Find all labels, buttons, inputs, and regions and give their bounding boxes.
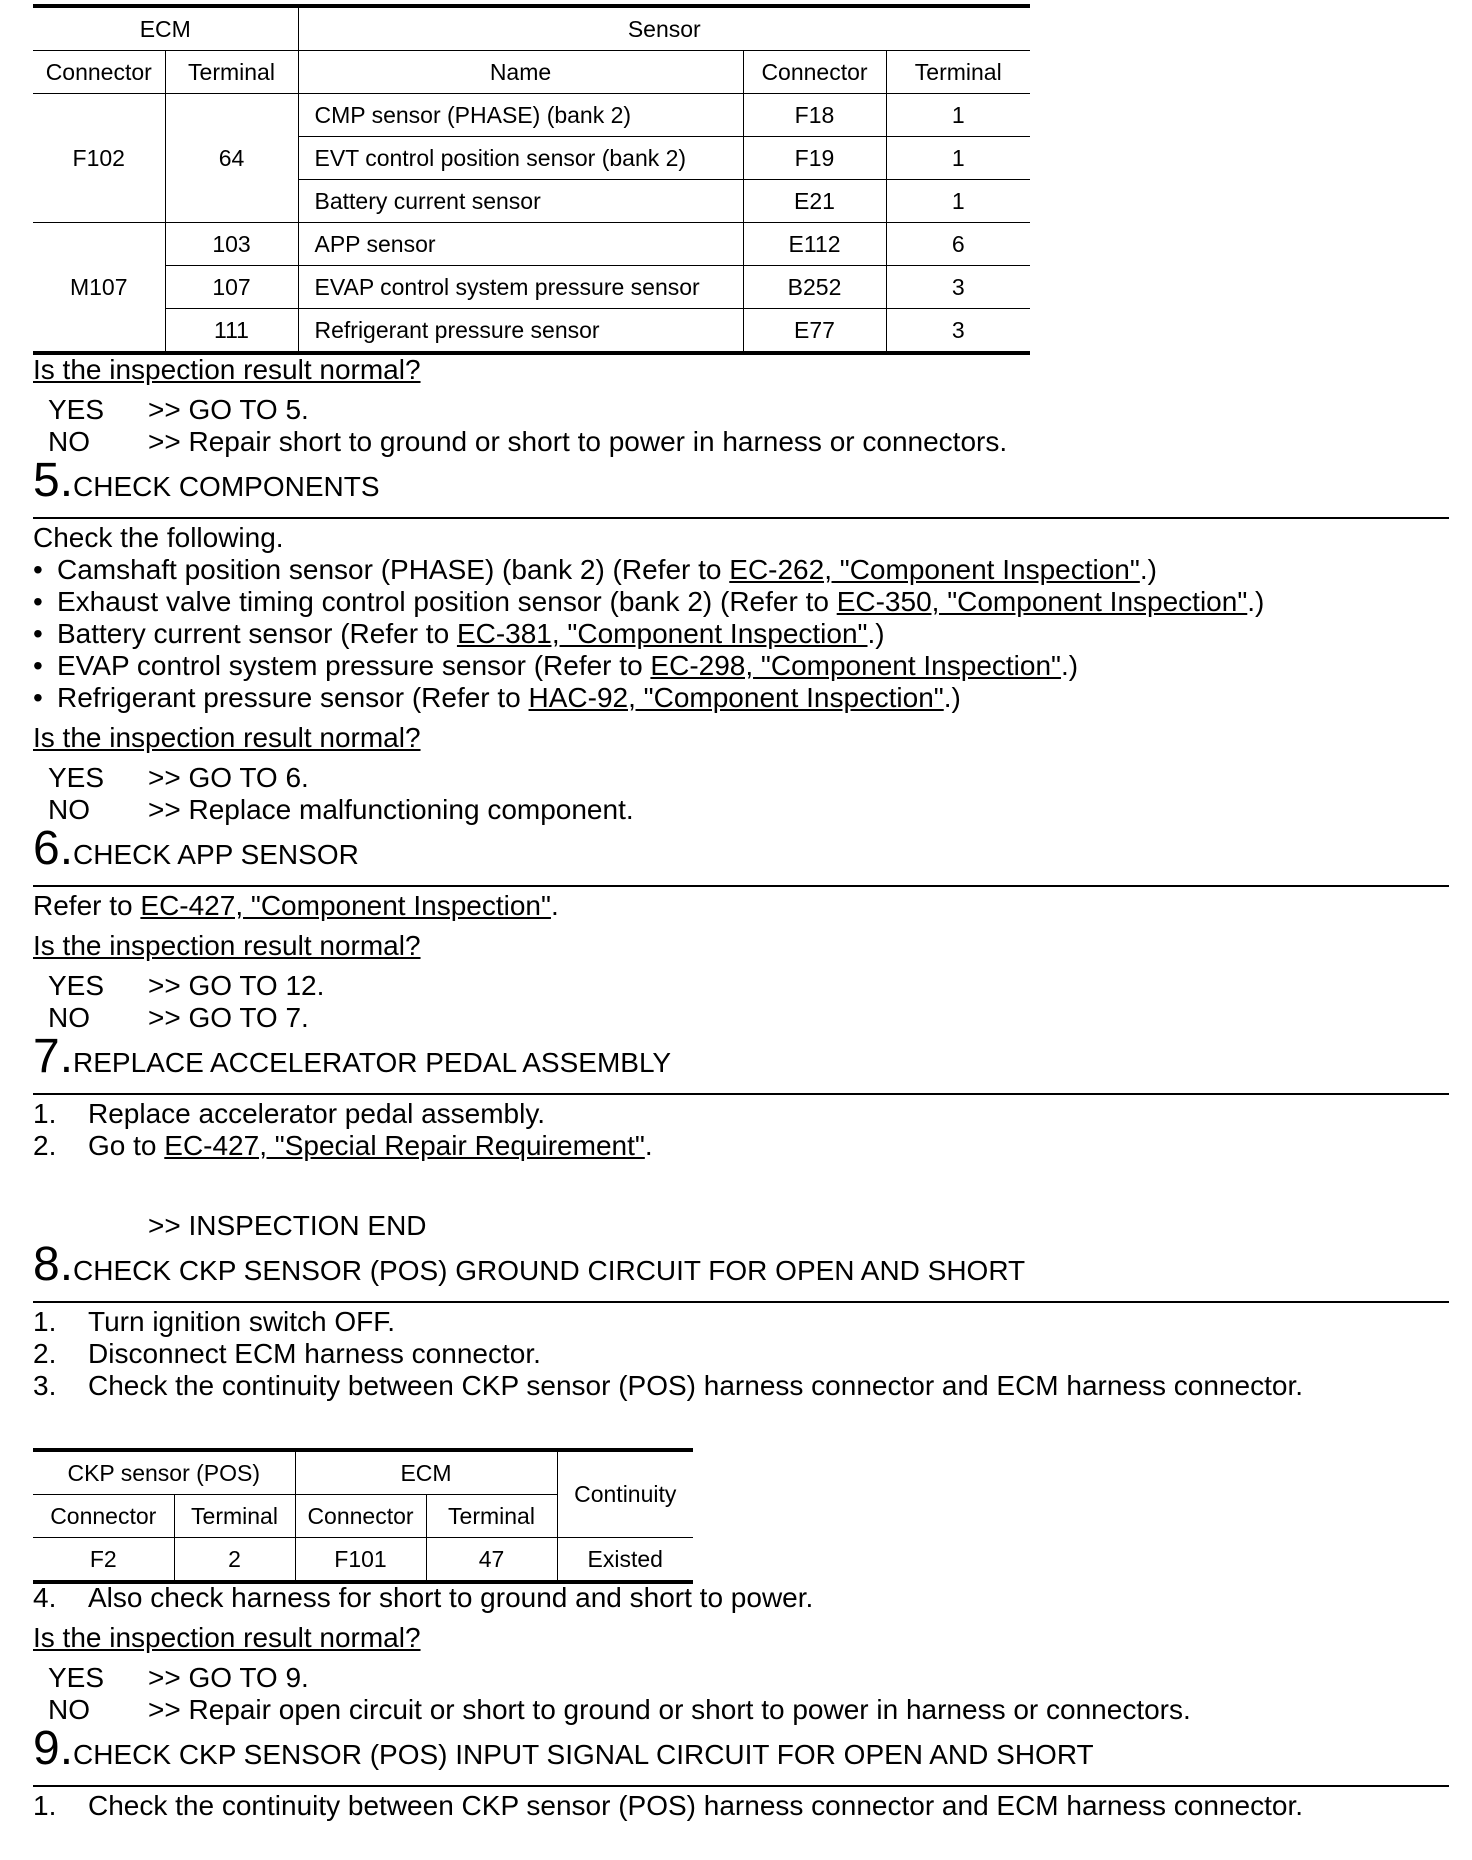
table-header-row xyxy=(33,6,1030,51)
list-item: 3. Check the continuity between CKP sensor (POS) harness connector and ECM harness connector. xyxy=(33,1370,1304,1401)
reference-link[interactable]: EC-381, "Component Inspection" xyxy=(456,618,868,649)
step-number: 8. xyxy=(33,1238,74,1291)
table-cell: F2 xyxy=(33,1538,174,1583)
ecm-connector-cell: F102 xyxy=(33,94,165,223)
table-cell: 47 xyxy=(426,1538,557,1583)
sensor-terminal-cell: 1 xyxy=(886,137,1030,180)
ecm-terminal-cell: 107 xyxy=(165,266,298,309)
ecm-terminal-cell: 103 xyxy=(165,223,298,266)
divider xyxy=(33,517,1449,519)
reference-link[interactable]: EC-350, "Component Inspection" xyxy=(836,586,1248,617)
sensor-name-cell: Battery current sensor xyxy=(298,180,743,223)
table-cell: F101 xyxy=(295,1538,426,1583)
step-5-heading xyxy=(33,454,380,516)
ecm-sensor-table xyxy=(33,4,1030,355)
list-item: 1. Check the continuity between CKP sensor (POS) harness connector and ECM harness connector. xyxy=(33,1790,1304,1821)
yes-text: >> GO TO 6. xyxy=(148,762,309,793)
divider xyxy=(33,1785,1449,1787)
sensor-terminal-cell: 1 xyxy=(886,180,1030,223)
divider xyxy=(33,885,1449,887)
step-title: REPLACE ACCELERATOR PEDAL ASSEMBLY xyxy=(73,1047,672,1078)
sensor-name-cell: Refrigerant pressure sensor xyxy=(298,309,743,354)
list-item: • EVAP control system pressure sensor (Refer to EC-298, "Component Inspection".) xyxy=(33,650,1079,681)
sensor-connector-cell: E21 xyxy=(743,180,886,223)
step-6-heading xyxy=(33,822,359,884)
table-cell: Existed xyxy=(557,1538,693,1583)
sensor-terminal-cell: 3 xyxy=(886,309,1030,354)
no-label: NO xyxy=(48,426,90,457)
step-8-heading xyxy=(33,1238,1026,1300)
reference-link[interactable]: HAC-92, "Component Inspection" xyxy=(528,682,944,713)
no-text: >> Replace malfunctioning component. xyxy=(148,794,634,825)
yes-branch xyxy=(48,394,309,426)
step-title: CHECK APP SENSOR xyxy=(73,839,359,870)
sensor-terminal-cell: 1 xyxy=(886,94,1030,137)
yes-text: >> GO TO 9. xyxy=(148,1662,309,1693)
bullet-icon: • xyxy=(33,618,43,649)
bullet-icon: • xyxy=(33,682,43,713)
table-cell: 2 xyxy=(174,1538,295,1583)
reference-link[interactable]: EC-427, "Component Inspection" xyxy=(140,890,551,921)
column-header: Connector xyxy=(743,51,886,94)
ecm-group-header: ECM xyxy=(295,1450,557,1495)
yes-label: YES xyxy=(48,970,105,1001)
ckp-group-header: CKP sensor (POS) xyxy=(33,1450,295,1495)
sensor-name-cell: CMP sensor (PHASE) (bank 2) xyxy=(298,94,743,137)
sensor-connector-cell: E112 xyxy=(743,223,886,266)
step-7-heading xyxy=(33,1030,672,1092)
step-number: 6. xyxy=(33,822,74,875)
list-item: 2. Go to EC-427, "Special Repair Requirement". xyxy=(33,1130,653,1161)
no-branch xyxy=(48,1694,1191,1726)
inspection-question: Is the inspection result normal? xyxy=(33,354,421,385)
divider xyxy=(33,1301,1449,1303)
bullet-icon: • xyxy=(33,586,43,617)
table-row xyxy=(33,1538,693,1583)
reference-link[interactable]: EC-298, "Component Inspection" xyxy=(650,650,1061,681)
sensor-connector-cell: F19 xyxy=(743,137,886,180)
no-text: >> GO TO 7. xyxy=(148,1002,309,1033)
yes-label: YES xyxy=(48,762,105,793)
sensor-group-header: Sensor xyxy=(298,6,1030,51)
table-row xyxy=(33,309,1030,354)
no-text: >> Repair short to ground or short to power in harness or connectors. xyxy=(148,426,1008,457)
no-text: >> Repair open circuit or short to ground or short to power in harness or connectors. xyxy=(148,1694,1191,1725)
yes-label: YES xyxy=(48,394,105,425)
step-title: CHECK COMPONENTS xyxy=(73,471,380,502)
ecm-terminal-cell: 111 xyxy=(165,309,298,354)
bullet-icon: • xyxy=(33,650,43,681)
sensor-terminal-cell: 6 xyxy=(886,223,1030,266)
list-item: 1. Replace accelerator pedal assembly. xyxy=(33,1098,546,1129)
column-header: Terminal xyxy=(886,51,1030,94)
continuity-table xyxy=(33,1448,693,1584)
sensor-name-cell: APP sensor xyxy=(298,223,743,266)
yes-branch xyxy=(48,1662,309,1694)
reference-link[interactable]: EC-262, "Component Inspection" xyxy=(729,554,1140,585)
step-number: 9. xyxy=(33,1722,74,1775)
no-branch xyxy=(48,426,1007,458)
sensor-connector-cell: F18 xyxy=(743,94,886,137)
list-item: 1. Turn ignition switch OFF. xyxy=(33,1306,396,1337)
list-item: • Refrigerant pressure sensor (Refer to HAC-92, "Component Inspection".) xyxy=(33,682,961,713)
no-branch xyxy=(48,794,634,826)
reference-link[interactable]: EC-427, "Special Repair Requirement" xyxy=(164,1130,645,1161)
no-branch xyxy=(48,1002,309,1034)
inspection-question: Is the inspection result normal? xyxy=(33,1622,421,1653)
inspection-question: Is the inspection result normal? xyxy=(33,930,421,961)
yes-label: YES xyxy=(48,1662,105,1693)
continuity-header: Continuity xyxy=(557,1450,693,1538)
bullet-icon: • xyxy=(33,554,43,585)
divider xyxy=(33,1093,1449,1095)
table-row xyxy=(33,94,1030,137)
list-item: • Battery current sensor (Refer to EC-381, "Component Inspection".) xyxy=(33,618,885,649)
column-header: Connector xyxy=(295,1495,426,1538)
column-header: Name xyxy=(298,51,743,94)
table-header-row xyxy=(33,51,1030,94)
column-header: Terminal xyxy=(165,51,298,94)
step-5-intro: Check the following. xyxy=(33,522,284,553)
sensor-connector-cell: B252 xyxy=(743,266,886,309)
table-header-row xyxy=(33,1450,693,1495)
table-row xyxy=(33,266,1030,309)
ecm-group-header: ECM xyxy=(33,6,298,51)
no-label: NO xyxy=(48,794,90,825)
no-label: NO xyxy=(48,1002,90,1033)
column-header: Terminal xyxy=(426,1495,557,1538)
yes-branch xyxy=(48,762,309,794)
table-row xyxy=(33,223,1030,266)
yes-branch xyxy=(48,970,324,1002)
sensor-name-cell: EVT control position sensor (bank 2) xyxy=(298,137,743,180)
ecm-terminal-cell: 64 xyxy=(165,94,298,223)
column-header: Connector xyxy=(33,1495,174,1538)
step-title: CHECK CKP SENSOR (POS) INPUT SIGNAL CIRCUIT FOR OPEN AND SHORT xyxy=(73,1739,1094,1770)
step-9-heading xyxy=(33,1722,1094,1784)
column-header: Connector xyxy=(33,51,165,94)
column-header: Terminal xyxy=(174,1495,295,1538)
inspection-question: Is the inspection result normal? xyxy=(33,722,421,753)
ecm-connector-cell: M107 xyxy=(33,223,165,354)
step-number: 5. xyxy=(33,454,74,507)
sensor-connector-cell: E77 xyxy=(743,309,886,354)
step-title: CHECK CKP SENSOR (POS) GROUND CIRCUIT FOR OPEN AND SHORT xyxy=(73,1255,1026,1286)
yes-text: >> GO TO 5. xyxy=(148,394,309,425)
list-item: • Exhaust valve timing control position sensor (bank 2) (Refer to EC-350, "Component Inspection".) xyxy=(33,586,1265,617)
list-item: 2. Disconnect ECM harness connector. xyxy=(33,1338,541,1369)
list-item: 4. Also check harness for short to ground and short to power. xyxy=(33,1582,814,1613)
step-6-refer: Refer to EC-427, "Component Inspection". xyxy=(33,890,559,921)
step-number: 7. xyxy=(33,1030,74,1083)
sensor-terminal-cell: 3 xyxy=(886,266,1030,309)
list-item: • Camshaft position sensor (PHASE) (bank 2) (Refer to EC-262, "Component Inspection".) xyxy=(33,554,1157,585)
inspection-end: >> INSPECTION END xyxy=(148,1210,427,1241)
sensor-name-cell: EVAP control system pressure sensor xyxy=(298,266,743,309)
no-label: NO xyxy=(48,1694,90,1725)
yes-text: >> GO TO 12. xyxy=(148,970,325,1001)
